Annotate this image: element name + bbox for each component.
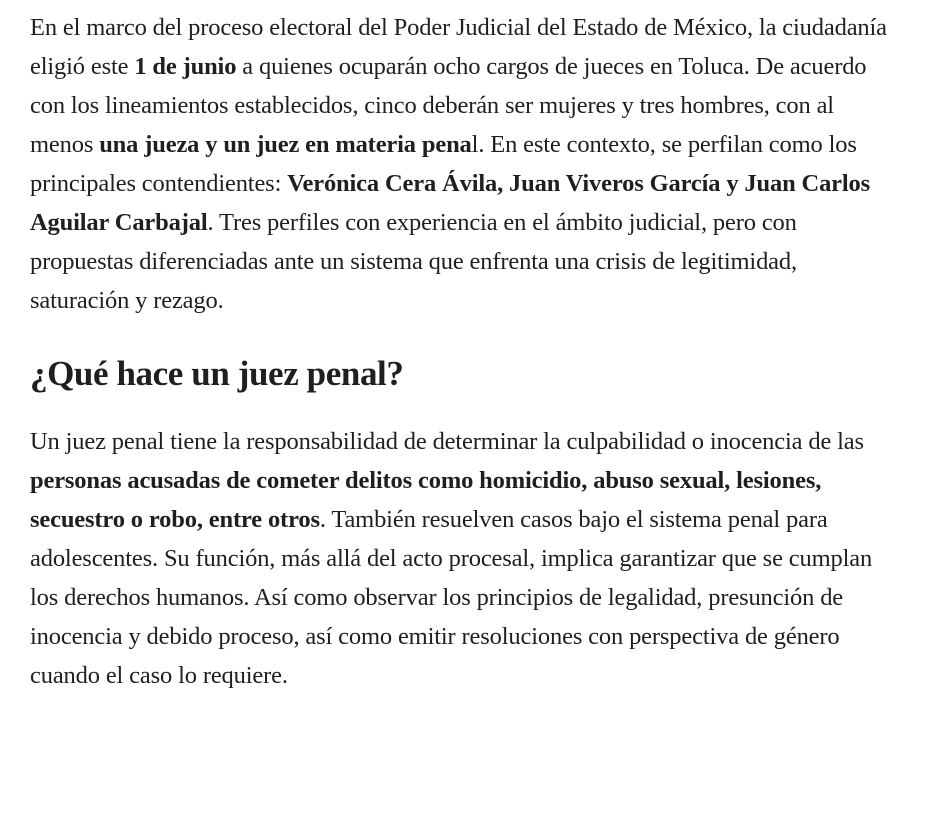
body-paragraph — [30, 422, 900, 695]
body-text-2: . También resuelven casos bajo el sistema penal para adolescentes. Su función, más allá del acto procesal, implica garantizar que se cumplan los derechos humanos. Así como observar los principios de legalidad, presunción de inocencia y debido proceso, así como emitir resoluciones con perspectiva de género cuando el caso lo requiere. — [30, 506, 873, 689]
article-body — [30, 8, 900, 695]
intro-paragraph — [30, 8, 900, 320]
penal-requirement: una jueza y un juez en materia pena — [99, 131, 472, 158]
section-heading: ¿Qué hace un juez penal? — [30, 354, 404, 393]
intro-text-4: . Tres perfiles con experiencia en el ámbito judicial, pero con propuestas diferenciadas ante un sistema que enfrenta una crisis de legitimidad, saturación y rezago. — [30, 209, 797, 314]
intro-text-3: l. En este contexto, se perfilan como los principales contendientes: — [30, 131, 857, 197]
intro-text-1: En el marco del proceso electoral del Poder Judicial del Estado de México, la ciudadanía eligió este — [30, 14, 887, 80]
election-date: 1 de junio — [134, 53, 237, 80]
candidate-names: Verónica Cera Ávila, Juan Viveros García y Juan Carlos Aguilar Carbajal — [30, 170, 871, 236]
crimes-list: personas acusadas de cometer delitos como homicidio, abuso sexual, lesiones, secuestro o robo, entre otros — [30, 467, 822, 533]
body-text-1: Un juez penal tiene la responsabilidad de determinar la culpabilidad o inocencia de las — [30, 428, 864, 455]
intro-text-2: a quienes ocuparán ocho cargos de jueces en Toluca. De acuerdo con los lineamientos establecidos, cinco deberán ser mujeres y tres hombres, con al menos — [30, 53, 867, 158]
